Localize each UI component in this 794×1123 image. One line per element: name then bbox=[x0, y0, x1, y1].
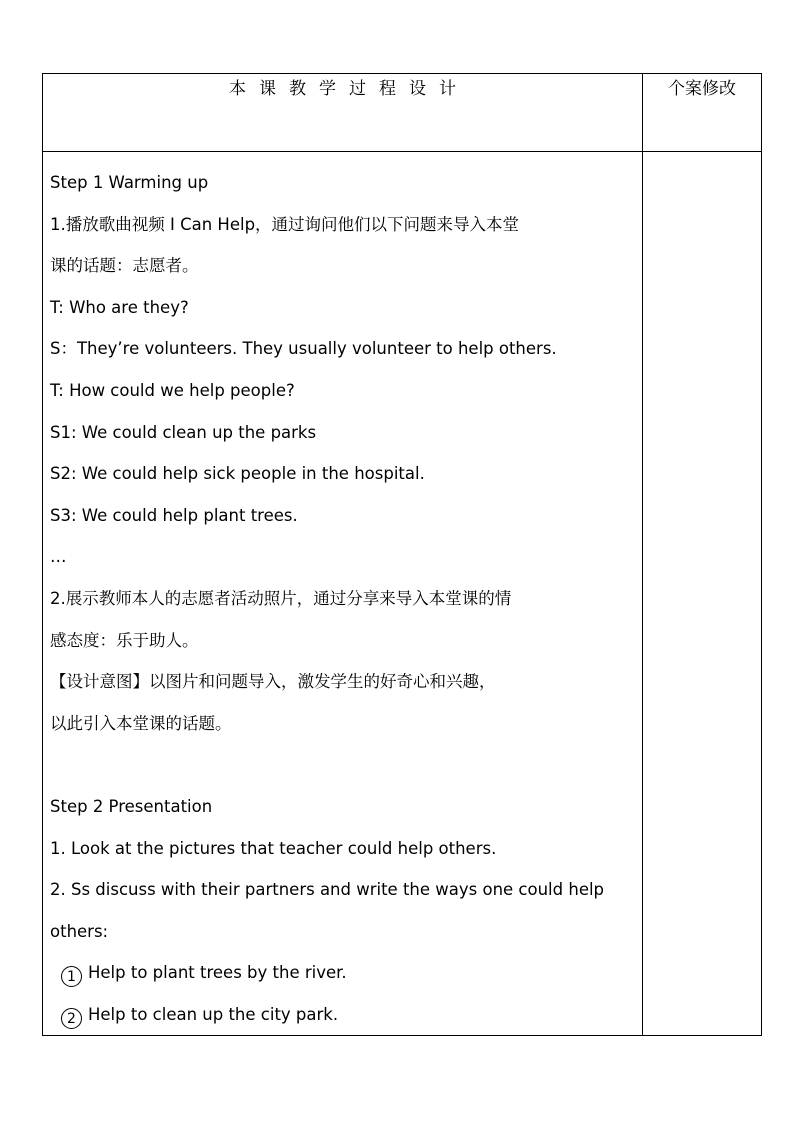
way-text: Help to clean up the city park. bbox=[88, 1004, 339, 1024]
dialog-line: … bbox=[50, 547, 67, 567]
lesson-table bbox=[42, 73, 762, 1036]
intent-line2: 以此引入本堂课的话题。 bbox=[50, 713, 232, 733]
dialog-line: S3: We could help plant trees. bbox=[50, 505, 298, 525]
main-title: 本课教学过程设计 bbox=[229, 79, 469, 99]
step2-title: Step 2 Presentation bbox=[50, 796, 213, 816]
way-item bbox=[50, 952, 642, 994]
item1-line1: 1.播放歌曲视频 I Can Help，通过询问他们以下问题来导入本堂 bbox=[50, 214, 520, 234]
item1-line2: 课的话题：志愿者。 bbox=[50, 256, 199, 276]
presentation-item2-line1: 2. Ss discuss with their partners and write the ways one could help bbox=[50, 880, 605, 900]
blank-line bbox=[50, 744, 642, 786]
presentation-item1: 1. Look at the pictures that teacher could help others. bbox=[50, 838, 497, 858]
item2-line2: 感态度：乐于助人。 bbox=[50, 630, 199, 650]
revision-cell bbox=[643, 152, 762, 1036]
presentation-item2-line2: others: bbox=[50, 921, 109, 941]
side-title: 个案修改 bbox=[668, 79, 736, 99]
body-row bbox=[43, 152, 762, 1036]
way-text: Help to plant trees by the river. bbox=[88, 963, 347, 983]
header-side-cell bbox=[643, 74, 762, 152]
dialog-line: S2: We could help sick people in the hospital. bbox=[50, 464, 425, 484]
header-row bbox=[43, 74, 762, 152]
dialog-line: S：They’re volunteers. They usually volunteer to help others. bbox=[50, 339, 557, 359]
way-item bbox=[50, 994, 642, 1036]
circled-number: 2 bbox=[61, 1008, 82, 1029]
dialog-line: T: Who are they? bbox=[50, 297, 189, 317]
process-cell bbox=[43, 152, 643, 1036]
dialog-line: T: How could we help people? bbox=[50, 380, 295, 400]
circled-number: 1 bbox=[61, 966, 82, 987]
item2-line1: 2.展示教师本人的志愿者活动照片，通过分享来导入本堂课的情 bbox=[50, 588, 512, 608]
intent-line1: 【设计意图】以图片和问题导入，激发学生的好奇心和兴趣， bbox=[50, 672, 496, 692]
step1-title: Step 1 Warming up bbox=[50, 173, 209, 192]
dialog-line: S1: We could clean up the parks bbox=[50, 422, 317, 442]
header-main-cell bbox=[43, 74, 643, 152]
